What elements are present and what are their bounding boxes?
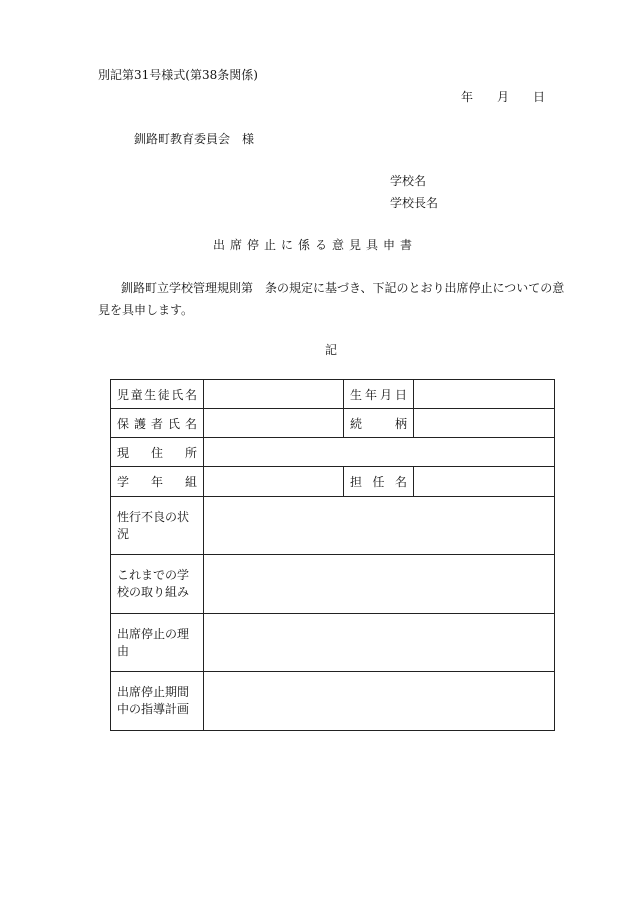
date-month-label: 月: [497, 90, 510, 104]
student-name-label: 児童生徒氏名: [111, 380, 204, 409]
application-form-table: [110, 379, 555, 731]
school-efforts-label: これまでの学校の取り組み: [111, 555, 204, 614]
address-label: 現 住 所: [111, 438, 204, 467]
guardian-name-label: 保護者氏名: [111, 409, 204, 438]
reason-label: 出席停止の理由: [111, 614, 204, 672]
guidance-plan-label: 出席停止期間中の指導計画: [111, 672, 204, 731]
grade-class-field[interactable]: [204, 467, 344, 497]
date-line: [461, 88, 545, 105]
school-name-label: 学校名: [390, 174, 427, 188]
misconduct-field[interactable]: [204, 497, 555, 555]
guardian-name-field[interactable]: [204, 409, 344, 438]
homeroom-teacher-label: 担任名: [344, 467, 414, 497]
table-row: [111, 467, 555, 497]
record-mark: 記: [324, 343, 337, 357]
table-row: [111, 409, 555, 438]
table-row: [111, 380, 555, 409]
table-row: [111, 555, 555, 614]
table-row: [111, 672, 555, 731]
guidance-plan-field[interactable]: [204, 672, 555, 731]
table-row: [111, 438, 555, 467]
reason-field[interactable]: [204, 614, 555, 672]
addressee: 釧路町教育委員会 様: [134, 132, 255, 146]
table-row: [111, 497, 555, 555]
relationship-label: 続 柄: [344, 409, 414, 438]
form-number: 別記第31号様式(第38条関係): [98, 68, 258, 82]
birthdate-label: 生年月日: [344, 380, 414, 409]
homeroom-teacher-field[interactable]: [414, 467, 555, 497]
student-name-field[interactable]: [204, 380, 344, 409]
misconduct-label: 性行不良の状況: [111, 497, 204, 555]
date-year-label: 年: [461, 90, 474, 104]
birthdate-field[interactable]: [414, 380, 555, 409]
grade-class-label: 学 年 組: [111, 467, 204, 497]
school-efforts-field[interactable]: [204, 555, 555, 614]
body-text: 釧路町立学校管理規則第 条の規定に基づき、下記のとおり出席停止についての意見を具申します。: [98, 281, 565, 317]
date-day-label: 日: [533, 90, 546, 104]
document-title: 出席停止に係る意見具申書: [212, 238, 417, 252]
principal-name-label: 学校長名: [390, 196, 439, 210]
address-field[interactable]: [204, 438, 555, 467]
relationship-field[interactable]: [414, 409, 555, 438]
table-row: [111, 614, 555, 672]
